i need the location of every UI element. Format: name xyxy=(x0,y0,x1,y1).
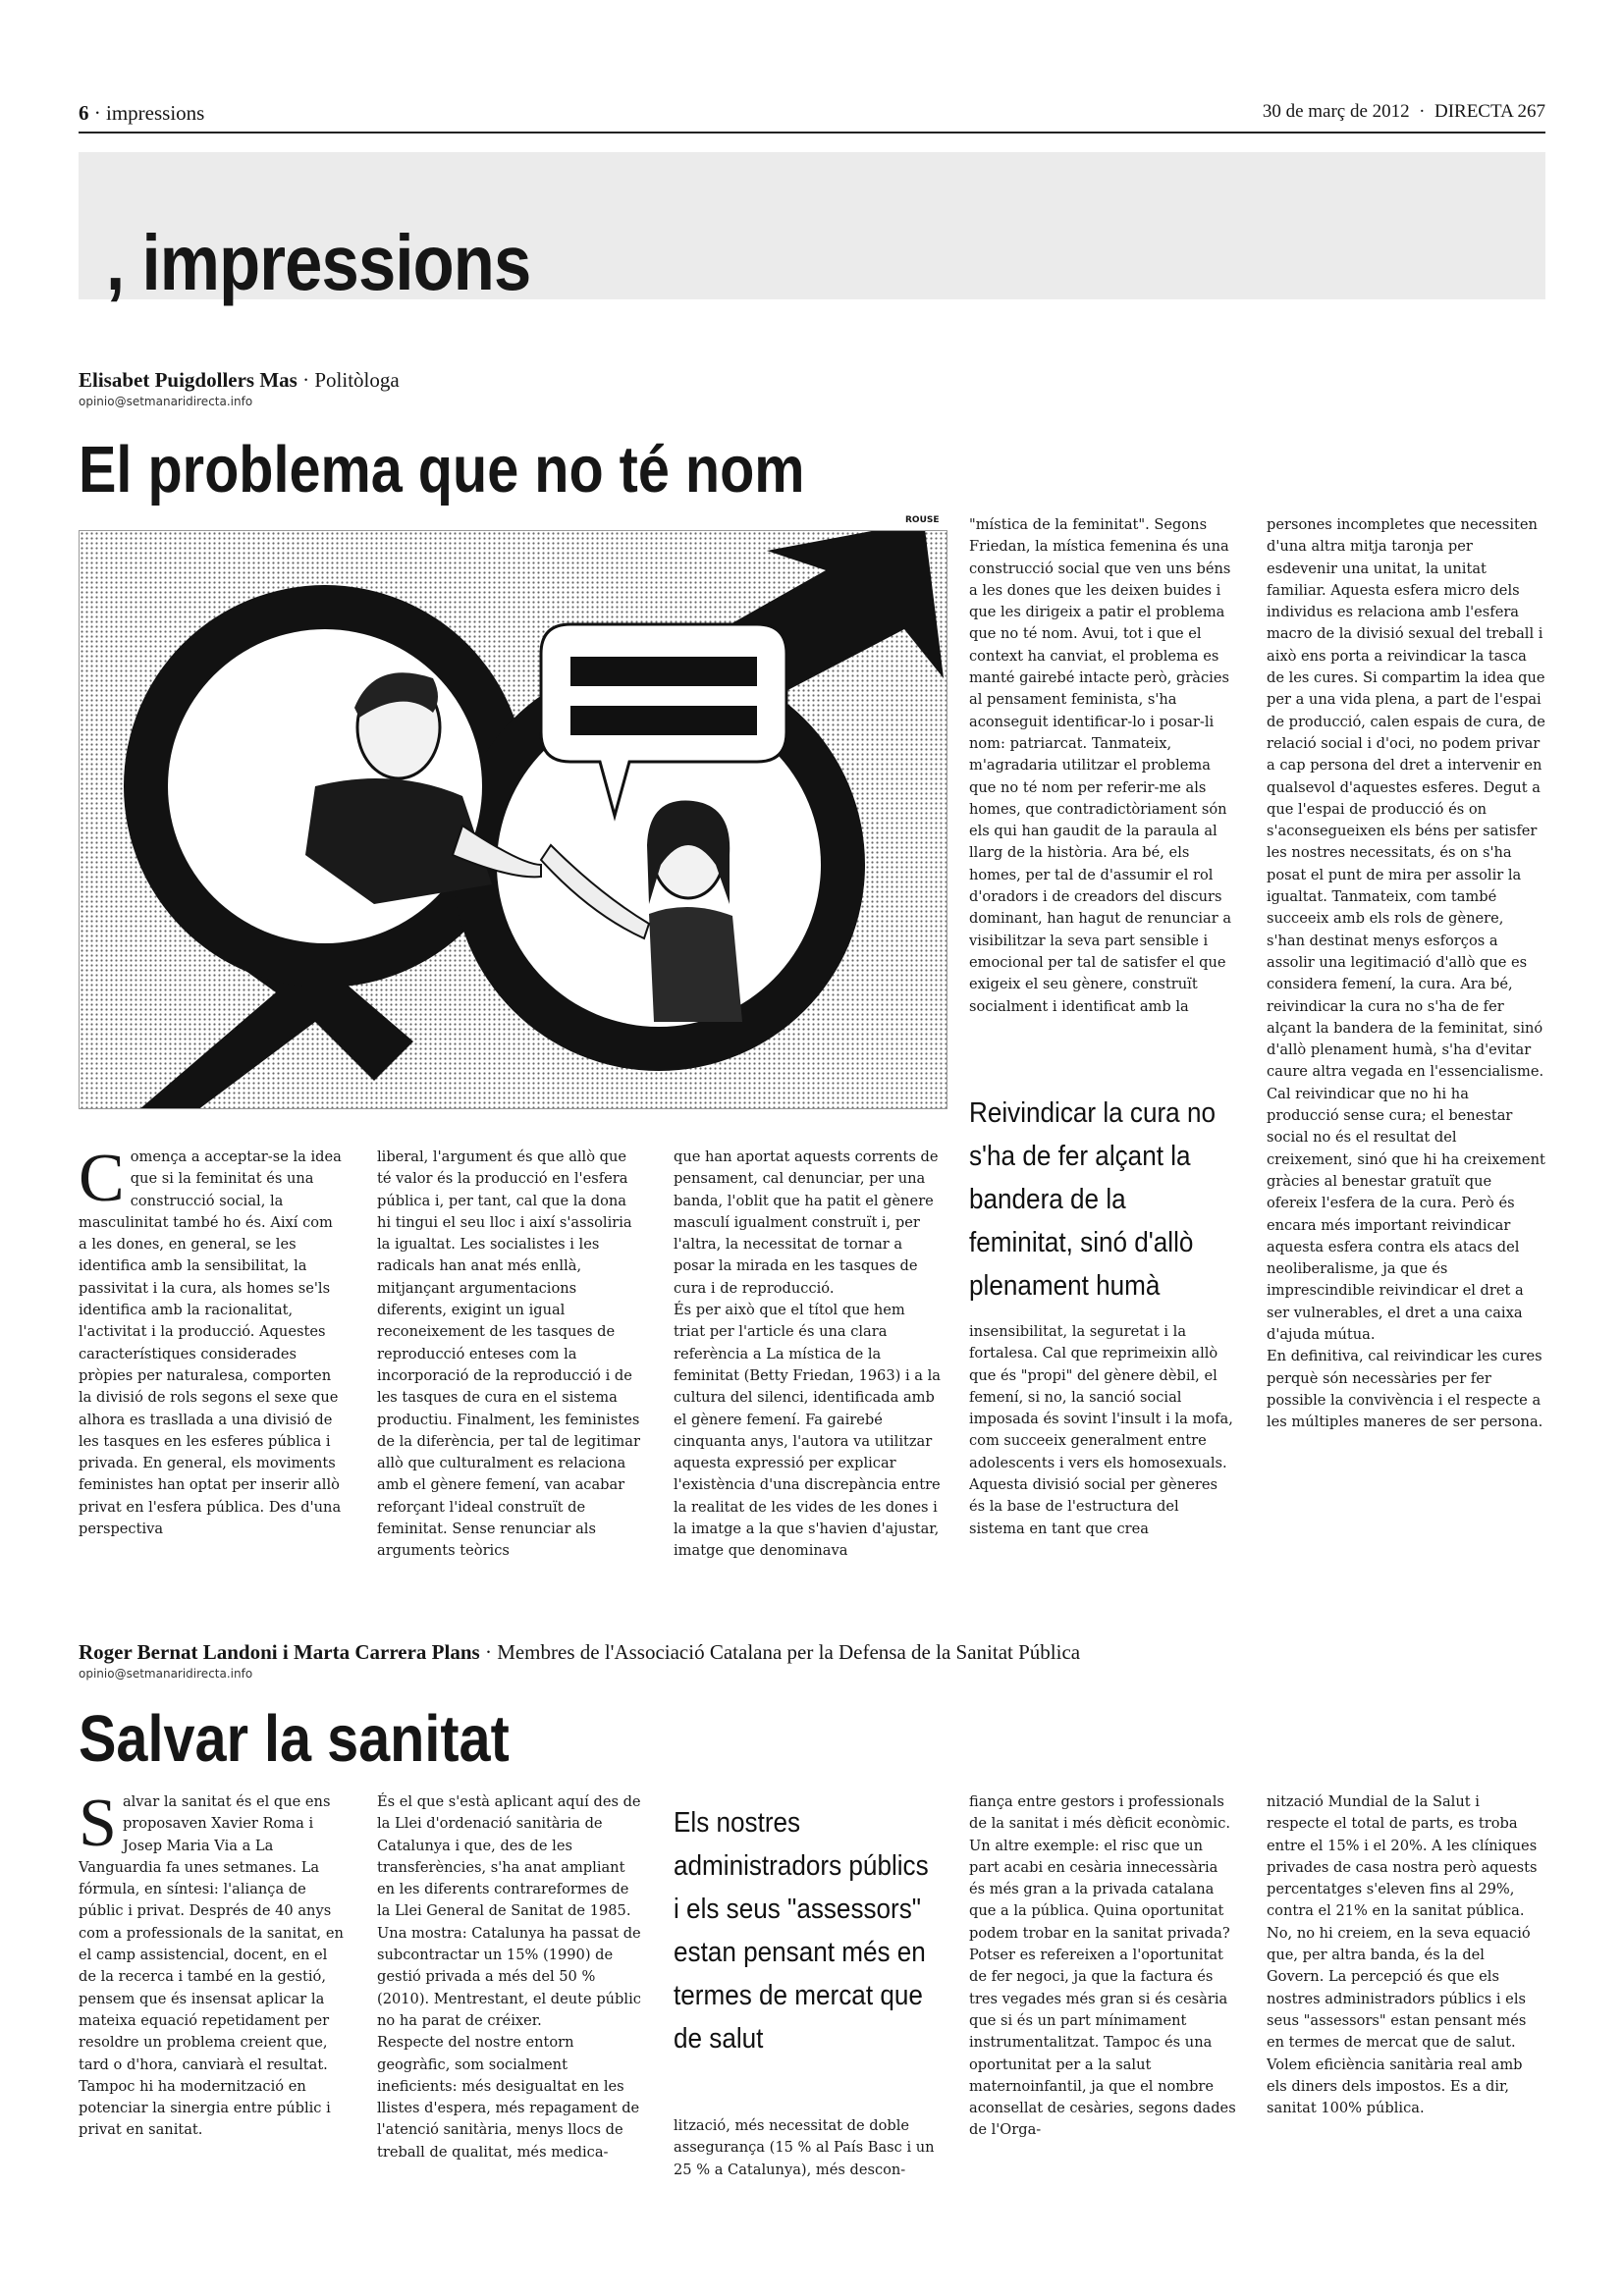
publication-name: DIRECTA 267 xyxy=(1434,101,1545,122)
article1-pullquote: Reivindicar la cura no s'ha de fer alçant la bandera de la feminitat, sinó d'allò plenament humà xyxy=(969,1097,1216,1302)
article1-column-4-top: "mística de la feminitat". Segons Friedan, la mística femenina és una construcció social que ven uns béns a les dones que les deixen buides i que les dirigeix a patir el problema que no té nom. Avui, tot i que el context ha canviat, el problema es manté gairebé intacte però, gràcies al pensament feminista, s'ha aconseguit identificar-lo i posar-li nom: patriarcat. Tanmateix, m'agradaria utilitzar el problema que no té nom per referir-me als homes, que contradictòriament són els qui han gaudit de la paraula al llarg de la història. Ara bé, els homes, per tal de d'assumir el rol d'oradors i de creadors del discurs dominant, han hagut de renunciar a visibilitzar la seva part sensible i emocional per tal de satisfer el que exigeix el seu gènere, construït socialment i identificat amb la xyxy=(969,516,1232,1015)
illustration xyxy=(79,530,947,1109)
article1-headline: El problema que no té nom xyxy=(79,433,805,507)
article2-role: Membres de l'Associació Catalana per la Defensa de la Sanitat Pública xyxy=(497,1640,1081,1664)
gender-symbols-illustration xyxy=(80,531,947,1109)
page-folio: 6 · impressions xyxy=(79,101,205,125)
article2-email[interactable]: opinio@setmanaridirecta.info xyxy=(79,1667,253,1681)
article1-author: Elisabet Puigdollers Mas xyxy=(79,368,298,392)
section-title: , impressions xyxy=(106,219,531,306)
article1-column-4-bottom: insensibilitat, la seguretat i la fortalesa. Cal que reprimeixin allò que és "propi" del gènere dèbil, el femení, si no, la sanció social imposada és sovint l'insult i la mofa, com succeeix generalment entre adolescents i vers els homosexuals. Aquesta divisió social per gèneres és la base de l'estructura del sistema en tant que crea xyxy=(969,1323,1233,1537)
image-credit: ROUSE xyxy=(905,515,940,525)
article1-byline: Elisabet Puigdollers Mas · Politòloga xyxy=(79,368,400,392)
article1-col1-text: omença a acceptar-se la idea que si la feminitat és una construcció social, la masculinitat també ho és. Així com a les dones, en general, se les identifica amb la sensibilitat, la passivitat i la cura, als homes se'ls identifica amb la racionalitat, l'activitat i la producció. Aquestes característiques considerades pròpies per naturalesa, comporten la divisió de rols segons el sexe que alhora es trasllada a una divisió de les tasques en les esferes pública i privada. En general, els moviments feministes han optat per inserir allò privat en l'esfera pública. Des d'una perspectiva xyxy=(79,1148,342,1538)
article1-drop-cap: C xyxy=(79,1147,125,1216)
article1-column-5: persones incompletes que necessiten d'una altra mitja taronja per esdevenir una unitat, la unitat familiar. Aquesta esfera micro dels individus es relaciona amb l'esfera macro de la divisió sexual del treball i això ens porta a reivindicar la tasca de les cures. Si compartim la idea que per a una vida plena, a part de l'espai de producció, calen espais de cura, de relació social i d'oci, no podem privar a cap persona del dret a intervenir en qualsevol d'aquestes esferes. Degut a que l'espai de producció és on s'aconsegueixen els béns per satisfer les nostres necessitats, és on s'ha posat el punt de mira per assolir la igualtat. Tanmateix, com també succeeix amb els rols de gènere, s'han destinat menys esforços a assolir una legitimació d'allò que es considera femení, la cura. Ara bé, reivindicar la cura no s'ha de fer alçant la bandera de la feminitat, sinó d'allò plenament humà, s'ha d'evitar caure altra vegada en l'essencialisme. Cal reivindicar que no hi ha producció sense cura; el benestar social no és el resultat del creixement, sinó que hi ha creixement gràcies al benestar gratuït que ofereix l'esfera de la cura. Però és encara més important reivindicar aquesta esfera contra els atacs del neoliberalisme, ja que és imprescindible reivindicar el dret a ser vulnerables, el dret a una caixa d'ajuda mútua. En definitiva, cal reivindicar les cures perquè són necessàries per fer possible la convivència i el respecte a les múltiples maneres de ser persona. xyxy=(1267,516,1545,1431)
issue-info: 30 de març de 2012 · DIRECTA 267 xyxy=(1262,101,1545,122)
article2-column-3-bottom: lització, més necessitat de doble assegurança (15 % al País Basc i un 25 % a Catalunya), més descon- xyxy=(674,2117,935,2178)
article2-column-4: fiança entre gestors i professionals de la sanitat i més dèficit econòmic. Un altre exemple: el risc que un part acabi en cesària innecessària és més gran a la privada catalana que a la pública. Quina oportunitat podem trobar en la sanitat privada? Potser es refereixen a l'oportunitat de fer negoci, ja que la factura és tres vegades més gran si és cesària que si és un part mínimament instrumentalitzat. Tampoc és una oportunitat per a la salut maternoinfantil, ja que el nombre aconsellat de cesàries, segons dades de l'Orga- xyxy=(969,1793,1236,2139)
article2-column-5: nització Mundial de la Salut i respecte el total de parts, es troba entre el 15% i el 20%. A les clíniques privades de casa nostra però aquests percentatges s'eleven fins al 29%, contra el 21% en la sanitat pública. No, no hi creiem, en la seva equació que, per altra banda, és la del Govern. La percepció és que els nostres administradors públics i els seus "assessors" estan pensant més en termes de mercat que de salut. Volem eficiència sanitària real amb els diners dels impostos. Es a dir, sanitat 100% pública. xyxy=(1267,1793,1538,2117)
issue-date: 30 de març de 2012 xyxy=(1262,101,1410,122)
header-rule xyxy=(79,132,1545,133)
article1-column-1 xyxy=(79,1147,344,1598)
article2-byline: Roger Bernat Landoni i Marta Carrera Plans · Membres de l'Associació Catalana per la Defensa de la Sanitat Pública xyxy=(79,1640,1081,1664)
article2-col1-text: alvar la sanitat és el que ens proposaven Xavier Roma i Josep Maria Via a La Vanguardia fa unes setmanes. La fórmula, en síntesi: l'aliança de públic i privat. Després de 40 anys com a professionals de la sanitat, en el camp assistencial, docent, en el de la recerca i també en la gestió, pensem que és insensat aplicar la mateixa equació repetidament per resoldre un problema creient que, tard o d'hora, canviarà el resultat. Tampoc hi ha modernització en potenciar la sinergia entre públic i privat en sanitat. xyxy=(79,1793,344,2139)
article2-headline: Salvar la sanitat xyxy=(79,1702,510,1776)
article1-column-2: liberal, l'argument és que allò que té valor és la producció en l'esfera pública i, per tant, cal que la dona hi tingui el seu lloc i així s'assoliria la igualtat. Les socialistes i les radicals han anat més enllà, mitjançant argumentacions diferents, exigint un igual reconeixement de les tasques de reproducció enteses com la incorporació de la reproducció i de les tasques de cura en el sistema productiu. Finalment, les feministes de la diferència, per tal de legitimar allò que culturalment es relaciona amb el gènere femení, van acabar reforçant l'ideal construït de feminitat. Sense renunciar als arguments teòrics xyxy=(377,1148,640,1560)
article1-email[interactable]: opinio@setmanaridirecta.info xyxy=(79,395,253,408)
article2-author: Roger Bernat Landoni i Marta Carrera Plans xyxy=(79,1640,480,1664)
page-number: 6 xyxy=(79,101,89,125)
article1-column-3: que han aportat aquests corrents de pensament, cal denunciar, per una banda, l'oblit que ha patit el gènere masculí igualment construït i, per l'altra, la necessitat de tornar a posar la mirada en les tasques de cura i de reproducció. És per això que el títol que hem triat per l'article és una clara referència a La mística de la feminitat (Betty Friedan, 1963) i a la cultura del silenci, identificada amb el gènere femení. Fa gairebé cinquanta anys, l'autora va utilitzar aquesta expressió per explicar l'existència d'una discrepància entre la realitat de les vides de les dones i la imatge a la que s'havien d'ajustar, imatge que denominava xyxy=(674,1148,941,1560)
article1-role: Politòloga xyxy=(314,368,400,392)
article2-drop-cap: S xyxy=(79,1791,117,1861)
article2-pullquote: Els nostres administradors públics i els seus "assessors" estan pensant més en termes de mercat que de salut xyxy=(674,1807,929,2055)
article2-column-1 xyxy=(79,1791,346,2164)
article2-column-2: És el que s'està aplicant aquí des de la Llei d'ordenació sanitària de Catalunya i que, des de les transferències, s'ha anat ampliant en les diferents contrareformes de la Llei General de Sanitat de 1985. Una mostra: Catalunya ha passat de subcontractar un 15% (1990) de gestió privada a més del 50 % (2010). Mentrestant, el deute públic no ha parat de créixer. Respecte del nostre entorn geogràfic, som socialment ineficients: més desigualtat en les llistes d'espera, més repagament de l'atenció sanitària, menys llocs de treball de qualitat, més medica- xyxy=(377,1793,641,2161)
section-label: impressions xyxy=(106,101,205,125)
